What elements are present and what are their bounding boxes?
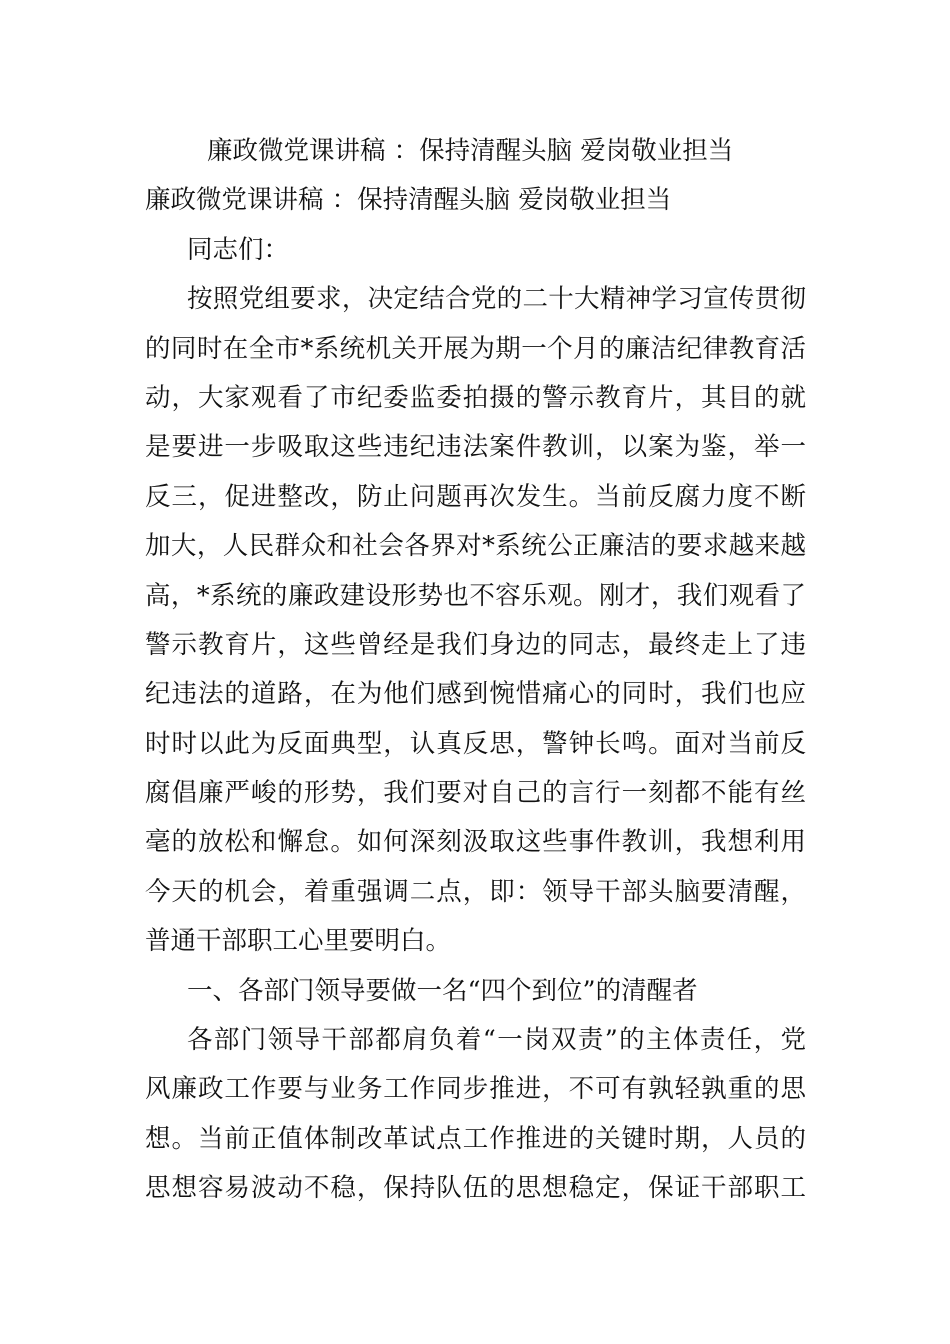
text-line: 加大，人民群众和社会各界对*系统公正廉洁的要求越来越 [145, 531, 806, 562]
paragraph-2 [145, 1016, 806, 1214]
text-line: 反三，促进整改，防止问题再次发生。当前反腐力度不断 [145, 481, 806, 512]
text-line: 各部门领导干部都肩负着“一岗双责”的主体责任，党 [187, 1025, 806, 1056]
text-line: 警示教育片，这些曾经是我们身边的同志，最终走上了违 [145, 629, 806, 660]
section-heading: 一、各部门领导要做一名“四个到位”的清醒者 [187, 975, 698, 1006]
text-line: 动，大家观看了市纪委监委拍摄的警示教育片，其目的就 [145, 382, 806, 413]
text-line: 今天的机会，着重强调二点，即：领导干部头脑要清醒， [145, 876, 806, 907]
paragraph-1 [145, 275, 806, 966]
text-line: 高，*系统的廉政建设形势也不容乐观。刚才，我们观看了 [145, 580, 806, 611]
text-line: 风廉政工作要与业务工作同步推进，不可有孰轻孰重的思 [145, 1074, 806, 1105]
text-line: 纪违法的道路，在为他们感到惋惜痛心的同时，我们也应 [145, 679, 806, 710]
text-line: 思想容易波动不稳，保持队伍的思想稳定，保证干部职工 [145, 1173, 806, 1204]
salutation: 同志们： [187, 234, 290, 265]
document-title-centered: 廉政微党课讲稿 ：保持清醒头脑 爱岗敬业担当 [207, 136, 734, 166]
text-line: 的同时在全市*系统机关开展为期一个月的廉洁纪律教育活 [145, 333, 806, 364]
text-line: 毫的放松和懈怠。如何深刻汲取这些事件教训，我想利用 [145, 827, 806, 858]
text-line: 时时以此为反面典型，认真反思，警钟长鸣。面对当前反 [145, 728, 806, 759]
text-line: 是要进一步吸取这些违纪违法案件教训，以案为鉴，举一 [145, 432, 806, 463]
text-line: 腐倡廉严峻的形势，我们要对自己的言行一刻都不能有丝 [145, 778, 806, 809]
document-title: 廉政微党课讲稿 ：保持清醒头脑 爱岗敬业担当 [145, 185, 672, 216]
text-line: 想。当前正值体制改革试点工作推进的关键时期，人员的 [145, 1123, 806, 1154]
document-page [145, 127, 806, 1214]
text-line: 按照党组要求，决定结合党的二十大精神学习宣传贯彻 [187, 284, 806, 315]
text-line: 普通干部职工心里要明白。 [145, 926, 452, 957]
